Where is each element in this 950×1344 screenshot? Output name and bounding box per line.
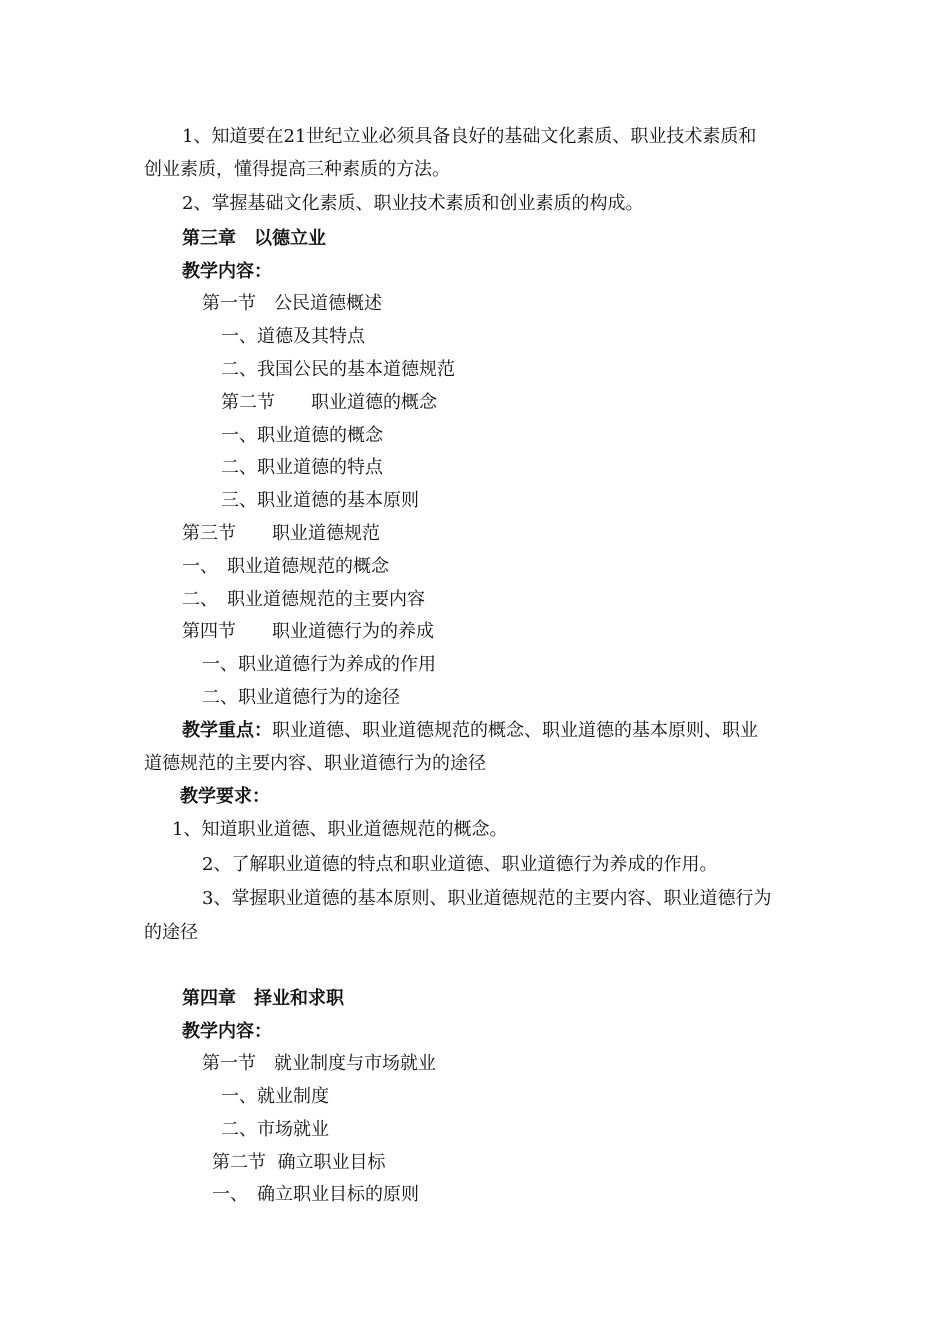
requirement-item-cont: 的途径 bbox=[144, 922, 198, 943]
list-item: 三、职业道德的基本原则 bbox=[221, 490, 419, 511]
requirement-item: 3、掌握职业道德的基本原则、职业道德规范的主要内容、职业道德行为 bbox=[202, 888, 772, 909]
section-heading: 第一节 公民道德概述 bbox=[202, 293, 382, 314]
list-item: 二、市场就业 bbox=[221, 1119, 329, 1140]
list-item: 一、 确立职业目标的原则 bbox=[212, 1184, 419, 1205]
teaching-focus-label: 教学重点： bbox=[182, 720, 272, 741]
requirement-item-2: 2、掌握基础文化素质、职业技术素质和创业素质的构成。 bbox=[182, 193, 644, 214]
requirement-item-1: 1、知道要在21世纪立业必须具备良好的基础文化素质、职业技术素质和 bbox=[182, 126, 757, 147]
list-item: 二、职业道德的特点 bbox=[221, 457, 383, 478]
section-heading: 第四节 职业道德行为的养成 bbox=[182, 621, 434, 642]
teaching-content-label: 教学内容： bbox=[182, 261, 272, 282]
teaching-requirements-label: 教学要求： bbox=[180, 786, 270, 807]
list-item: 二、 职业道德规范的主要内容 bbox=[182, 589, 425, 610]
teaching-content-label: 教学内容： bbox=[182, 1021, 272, 1042]
list-item: 一、职业道德行为养成的作用 bbox=[202, 654, 436, 675]
section-heading: 第一节 就业制度与市场就业 bbox=[202, 1053, 436, 1074]
requirement-item-1-cont: 创业素质，懂得提高三种素质的方法。 bbox=[144, 159, 450, 180]
chapter-3-heading: 第三章 以德立业 bbox=[182, 228, 326, 249]
list-item: 二、职业道德行为的途径 bbox=[202, 687, 400, 708]
section-heading: 第三节 职业道德规范 bbox=[182, 523, 380, 544]
teaching-focus bbox=[182, 719, 758, 743]
requirement-item: 1、知道职业道德、职业道德规范的概念。 bbox=[172, 819, 508, 840]
list-item: 一、道德及其特点 bbox=[221, 326, 365, 347]
list-item: 一、 职业道德规范的概念 bbox=[182, 556, 389, 577]
list-item: 二、我国公民的基本道德规范 bbox=[221, 359, 455, 380]
teaching-focus-text: 职业道德、职业道德规范的概念、职业道德的基本原则、职业 bbox=[272, 720, 758, 741]
chapter-4-heading: 第四章 择业和求职 bbox=[182, 988, 344, 1009]
requirement-item: 2、了解职业道德的特点和职业道德、职业道德行为养成的作用。 bbox=[202, 854, 718, 875]
teaching-focus-cont: 道德规范的主要内容、职业道德行为的途径 bbox=[144, 753, 486, 774]
section-heading: 第二节 确立职业目标 bbox=[212, 1152, 386, 1173]
list-item: 一、职业道德的概念 bbox=[221, 425, 383, 446]
list-item: 一、就业制度 bbox=[221, 1086, 329, 1107]
section-heading: 第二节 职业道德的概念 bbox=[221, 392, 437, 413]
